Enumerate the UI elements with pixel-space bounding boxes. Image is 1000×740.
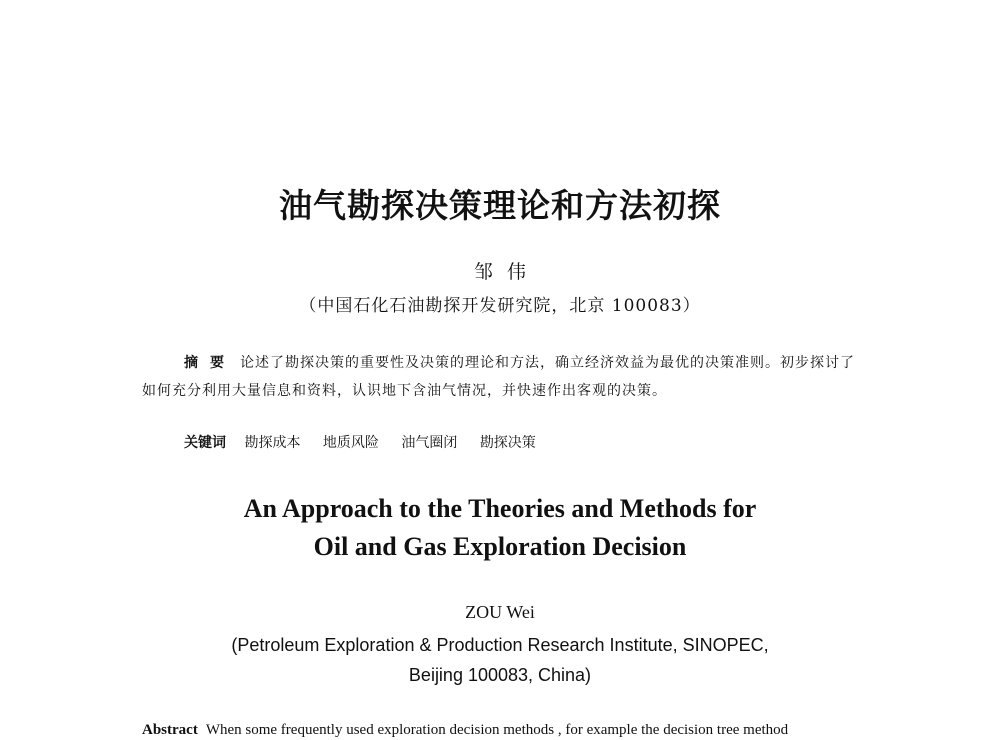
english-affiliation: [0, 630, 1000, 690]
keyword: 地质风险: [322, 435, 379, 451]
english-title: [0, 490, 1000, 566]
keyword: 油气圈闭: [401, 435, 458, 451]
chinese-abstract-label: 摘要: [184, 355, 236, 371]
english-abstract-label: Abstract: [142, 722, 198, 738]
english-affiliation-line: (Petroleum Exploration & Production Research Institute, SINOPEC,: [231, 635, 769, 655]
english-abstract-text: When some frequently used exploration decision methods , for example the decision tree method: [205, 722, 789, 738]
chinese-keywords: [184, 432, 554, 452]
chinese-title: 油气勘探决策理论和方法初探: [279, 186, 721, 225]
chinese-affiliation: （中国石化石油勘探开发研究院，北京 100083）: [299, 296, 701, 316]
chinese-author: 邹伟: [473, 261, 540, 283]
keyword: 勘探决策: [479, 435, 536, 451]
chinese-keywords-label: 关键词: [184, 435, 226, 451]
english-title-line: An Approach to the Theories and Methods for: [243, 494, 757, 523]
english-title-line: Oil and Gas Exploration Decision: [313, 532, 687, 561]
english-abstract: [142, 720, 902, 740]
english-affiliation-line: Beijing 100083, China): [408, 665, 592, 685]
keyword: 勘探成本: [244, 435, 301, 451]
chinese-abstract: [142, 349, 860, 405]
chinese-abstract-text: 论述了勘探决策的重要性及决策的理论和方法，确立经济效益为最优的决策准则。初步探讨了如何充分利用大量信息和资料，认识地下含油气情况，并快速作出客观的决策。: [142, 355, 855, 399]
english-author: ZOU Wei: [465, 602, 535, 622]
